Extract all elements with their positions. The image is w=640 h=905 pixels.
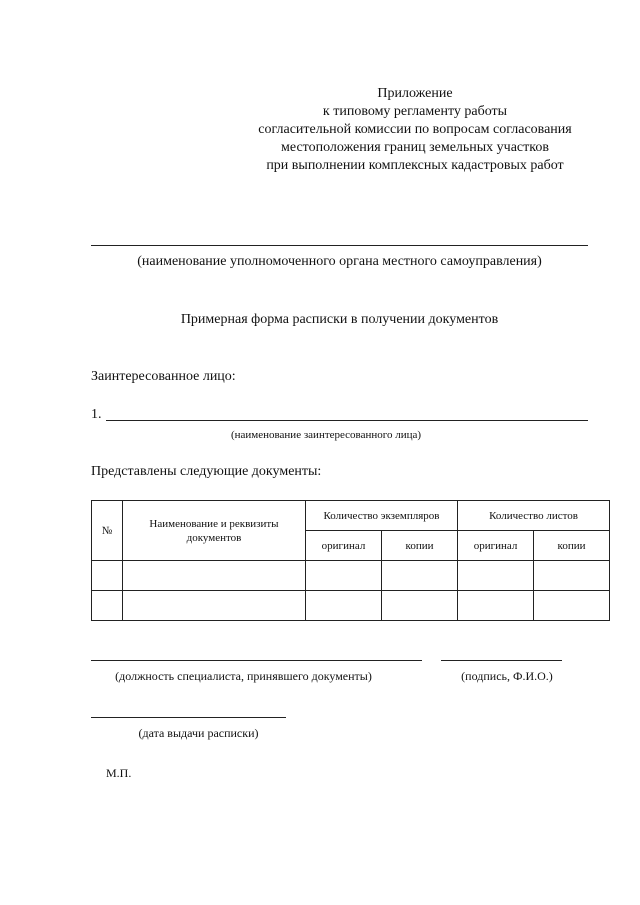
documents-table bbox=[91, 500, 610, 621]
position-line bbox=[91, 660, 422, 661]
sub-copies-header: копии bbox=[382, 531, 458, 561]
stamp-mark: М.П. bbox=[106, 766, 132, 780]
table-cell[interactable] bbox=[458, 561, 534, 591]
table-cell[interactable] bbox=[123, 561, 306, 591]
table-cell[interactable] bbox=[534, 561, 610, 591]
form-title: Примерная форма расписки в получении документов bbox=[180, 312, 499, 327]
position-caption: (должность специалиста, принявшего документы) bbox=[115, 669, 372, 683]
sign-caption: (подпись, Ф.И.О.) bbox=[461, 669, 553, 683]
sub-original-header: оригинал bbox=[458, 531, 534, 561]
date-line bbox=[91, 717, 286, 718]
col-number-header: № bbox=[92, 501, 123, 561]
table-cell[interactable] bbox=[458, 591, 534, 621]
table-cell[interactable] bbox=[382, 591, 458, 621]
appendix-line: при выполнении комплексных кадастровых работ bbox=[266, 158, 564, 173]
sub-original-header: оригинал bbox=[306, 531, 382, 561]
col-name-header: Наименование и реквизиты документов bbox=[123, 501, 306, 561]
date-caption: (дата выдачи расписки) bbox=[138, 726, 259, 740]
appendix-line: согласительной комиссии по вопросам согласования bbox=[258, 122, 572, 137]
appendix-title: Приложение bbox=[377, 86, 453, 101]
table-cell[interactable] bbox=[92, 561, 123, 591]
interested-party-line bbox=[106, 420, 588, 421]
item-number: 1. bbox=[91, 407, 102, 422]
table-cell[interactable] bbox=[306, 561, 382, 591]
col-sheets-group-header: Количество листов bbox=[458, 501, 610, 531]
table-cell[interactable] bbox=[123, 591, 306, 621]
documents-label: Представлены следующие документы: bbox=[91, 464, 322, 479]
appendix-line: к типовому регламенту работы bbox=[322, 104, 508, 119]
table-cell[interactable] bbox=[306, 591, 382, 621]
appendix-line: местоположения границ земельных участков bbox=[281, 140, 549, 155]
interested-party-caption: (наименование заинтересованного лица) bbox=[230, 429, 422, 441]
authority-line bbox=[91, 245, 588, 246]
table-cell[interactable] bbox=[382, 561, 458, 591]
authority-caption: (наименование уполномоченного органа местного самоуправления) bbox=[137, 254, 542, 269]
col-copies-group-header: Количество экземпляров bbox=[306, 501, 458, 531]
table-cell[interactable] bbox=[534, 591, 610, 621]
appendix-header bbox=[225, 85, 605, 175]
sign-line bbox=[441, 660, 562, 661]
table-row bbox=[92, 561, 610, 591]
table-row bbox=[92, 591, 610, 621]
interested-party-label: Заинтересованное лицо: bbox=[91, 369, 236, 384]
table-cell[interactable] bbox=[92, 591, 123, 621]
sub-copies-header: копии bbox=[534, 531, 610, 561]
